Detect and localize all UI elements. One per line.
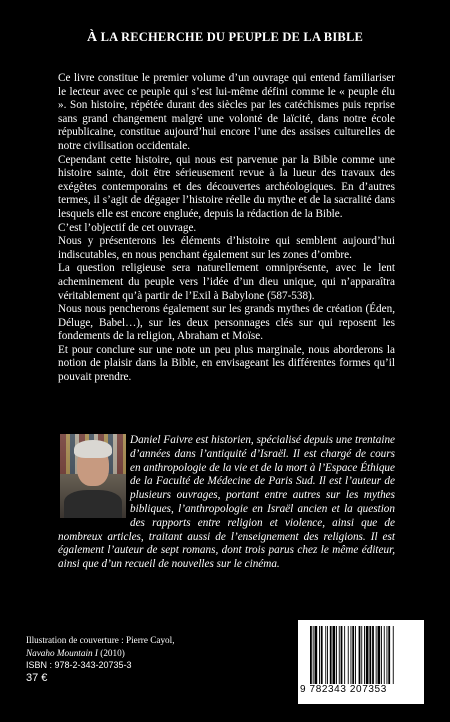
barcode-bar [327, 626, 328, 684]
cover-credits [26, 634, 226, 684]
barcode-bar [348, 626, 349, 684]
artwork-line [26, 647, 226, 660]
isbn-barcode [298, 620, 424, 704]
barcode-bar [387, 626, 388, 684]
barcode-bar [366, 626, 369, 684]
summary-paragraph: Ce livre constitue le premier volume d’un ouvrage qui entend familiariser le lecteur avec ce peuple qui s’est lui-même défini comme le « peuple élu ». Son histoire, répétée durant des siècles par les catéchismes puis reprise sans grand changement malgré une volonté de laïcité, dans notre école républicaine, constitue aujourd’hui encore l’une des assises culturelles de notre civilisation occidentale. [58, 72, 395, 152]
book-title-rest: LA RECHERCHE DU PEUPLE DE LA BIBLE [100, 30, 364, 44]
illustration-credit: Illustration de couverture : Pierre Cayol, [26, 635, 175, 645]
summary-paragraph: Cependant cette histoire, qui nous est parvenue par la Bible comme une histoire sainte, doit être sérieusement revue à la lueur des travaux des exégètes contemporains et des découvertes archéologiques. En d’autres termes, il s’agit de dégager l’histoire réelle du mythe et de la sacralité dans lesquels elle est encore engluée, depuis la rédaction de la Bible. [58, 153, 395, 220]
barcode-bar [336, 626, 337, 684]
author-bio [58, 434, 395, 572]
barcode-bar [393, 626, 394, 684]
artwork-year: (2010) [97, 647, 125, 658]
barcode-bar [341, 626, 343, 684]
barcode-bar [376, 626, 377, 684]
book-title [0, 30, 450, 46]
barcode-bar [339, 626, 340, 684]
barcode-bar [369, 626, 371, 684]
summary-paragraph: Nous y présenterons les éléments d’histoire qui semblent aujourd’hui indiscutables, en nous penchant également sur les zones d’ombre. [58, 235, 395, 261]
barcode-bar [321, 626, 323, 684]
author-bio-text: Daniel Faivre est historien, spécialisé depuis une trentaine d’années dans l’antiquité d’Israël. Il est chargé de cours en anthropologie de la vie et de la mort à l’Espace Éthique de la Faculté de Médecine de Paris Sud. Il est l’auteur de plusieurs ouvrages, portant entre autres sur les mythes bibliques, l’anthropologie en Israël ancien et la question des rapports entre religion et violence, ainsi que de nombreux articles, traitant aussi de l’enseignement des religions. Il est également l’auteur de sept romans, dont trois parus chez le même éditeur, ainsi que d’un recueil de nouvelles sur le cinéma. [58, 434, 395, 571]
barcode-bar [315, 626, 318, 684]
barcode-bar [319, 626, 320, 684]
price: 37 € [26, 671, 48, 684]
barcode-bar [361, 626, 362, 684]
barcode-bar [310, 626, 312, 684]
barcode-bar [330, 626, 332, 684]
barcode-bar [381, 626, 382, 684]
summary-paragraph: Et pour conclure sur une note un peu plus marginale, nous aborderons la notion de plaisir dans la Bible, en envisageant les différentes formes qu’il pouvait prendre. [58, 343, 395, 384]
barcode-bar [325, 626, 326, 684]
barcode-bar [313, 626, 314, 684]
barcode-bar [352, 626, 354, 684]
barcode-bar [372, 626, 374, 684]
barcode-bars [310, 626, 418, 684]
summary-paragraph: Nous nous pencherons également sur les grands mythes de création (Éden, Déluge, Babel…), sur les deux personnages clés sur qui reposent les fondements de la religion, Abraham et Moïse. [58, 303, 395, 343]
barcode-bar [388, 626, 390, 684]
barcode-bar [333, 626, 336, 684]
barcode-bar [344, 626, 345, 684]
barcode-bar [351, 626, 352, 684]
summary-paragraph: La question religieuse sera naturellement omniprésente, avec le lent acheminement du peuple vers l’idée d’un dieu unique, qui n’apparaîtra véritablement qu’à partir de l’Exil à Babylone (587-538). [58, 262, 395, 302]
back-cover-summary [58, 72, 395, 385]
barcode-bar [359, 626, 361, 684]
book-title-initial: À [86, 30, 98, 45]
artwork-title: Navaho Mountain I [26, 647, 98, 658]
barcode-bar [364, 626, 365, 684]
barcode-bar [355, 626, 356, 684]
barcode-digits: 9 782343 207353 [300, 684, 387, 695]
summary-paragraph: C’est l’objectif de cet ouvrage. [58, 221, 197, 234]
barcode-bar [378, 626, 381, 684]
barcode-bar [384, 626, 385, 684]
isbn: ISBN : 978-2-343-20735-3 [26, 660, 132, 671]
